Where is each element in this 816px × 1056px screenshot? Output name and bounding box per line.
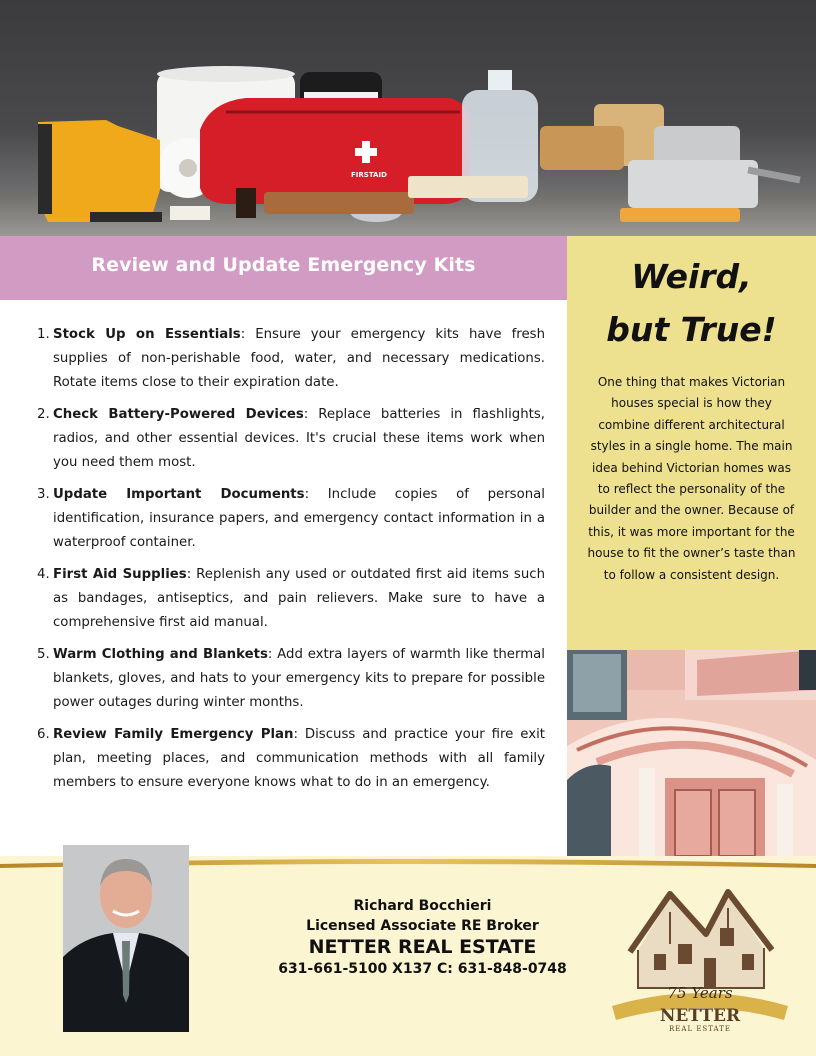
item-title: Review Family Emergency Plan: [53, 727, 294, 742]
sidebar-title: [567, 250, 816, 356]
victorian-house-photo: [567, 650, 816, 856]
emergency-kit-photo: [0, 0, 816, 236]
agent-phone: 631-661-5100 X137 C: 631-848-0748: [278, 961, 567, 977]
item-body: : Include copies of personal identification, insurance papers, and emergency contact information in a waterproof container.: [53, 487, 545, 550]
item-body: : Replenish any used or outdated first aid items such as bandages, antiseptics, and pain relievers. Make sure to have a comprehensive first aid manual.: [53, 567, 545, 630]
headline: Review and Update Emergency Kits: [91, 254, 476, 276]
agent-portrait: [63, 845, 189, 1032]
logo-years: 75 Years: [667, 984, 733, 1002]
list-item: [34, 723, 545, 795]
sidebar-title-line2: but True!: [606, 310, 777, 349]
agent-title: Licensed Associate RE Broker: [306, 918, 539, 934]
item-number: 2.: [37, 407, 50, 422]
weird-but-true-sidebar: [567, 236, 816, 650]
headline-banner: [0, 236, 567, 300]
item-body: : Discuss and practice your fire exit plan, meeting places, and communication methods with all family members to ensure everyone knows what to do in an emergency.: [53, 727, 545, 790]
kit-label: FIRSTAID: [351, 171, 387, 179]
item-title: Stock Up on Essentials: [53, 327, 241, 342]
item-body: : Ensure your emergency kits have fresh supplies of non-perishable food, water, and necessary medications. Rotate items close to their expiration date.: [53, 327, 545, 390]
agent-info: [250, 896, 595, 980]
agent-photo: [63, 845, 189, 1032]
list-item: [34, 323, 545, 395]
sidebar-title-line1: Weird,: [631, 257, 752, 296]
list-item: [34, 483, 545, 555]
victorian-house-illustration: [567, 650, 816, 856]
list-item: [34, 643, 545, 715]
item-number: 4.: [37, 567, 50, 582]
item-number: 1.: [37, 327, 50, 342]
agent-name: Richard Bocchieri: [353, 898, 492, 914]
item-number: 5.: [37, 647, 50, 662]
logo-sub: REAL ESTATE: [669, 1025, 731, 1033]
item-number: 3.: [37, 487, 50, 502]
logo-name: NETTER: [659, 1006, 741, 1026]
item-title: First Aid Supplies: [53, 567, 187, 582]
list-item: [34, 563, 545, 635]
sidebar-body: One thing that makes Victorian houses special is how they combine different architectural styles in a single home. The main idea behind Victorian homes was to reflect the personality of the builder and the owner. Because of this, it was more important for the house to fit the owner’s taste than to follow a consistent design.: [587, 375, 796, 582]
item-title: Update Important Documents: [53, 487, 305, 502]
netter-logo: [608, 888, 793, 1038]
item-title: Warm Clothing and Blankets: [53, 647, 268, 662]
tips-list: [34, 323, 545, 803]
list-item: [34, 403, 545, 475]
item-body: : Add extra layers of warmth like thermal blankets, gloves, and hats to your emergency kits to prepare for possible power outages during winter months.: [53, 647, 545, 710]
item-number: 6.: [37, 727, 50, 742]
item-body: : Replace batteries in flashlights, radios, and other essential devices. It's crucial these items work when you need them most.: [53, 407, 545, 470]
item-title: Check Battery-Powered Devices: [53, 407, 304, 422]
company-name: NETTER REAL ESTATE: [308, 936, 537, 958]
emergency-kit-illustration: [0, 0, 816, 236]
